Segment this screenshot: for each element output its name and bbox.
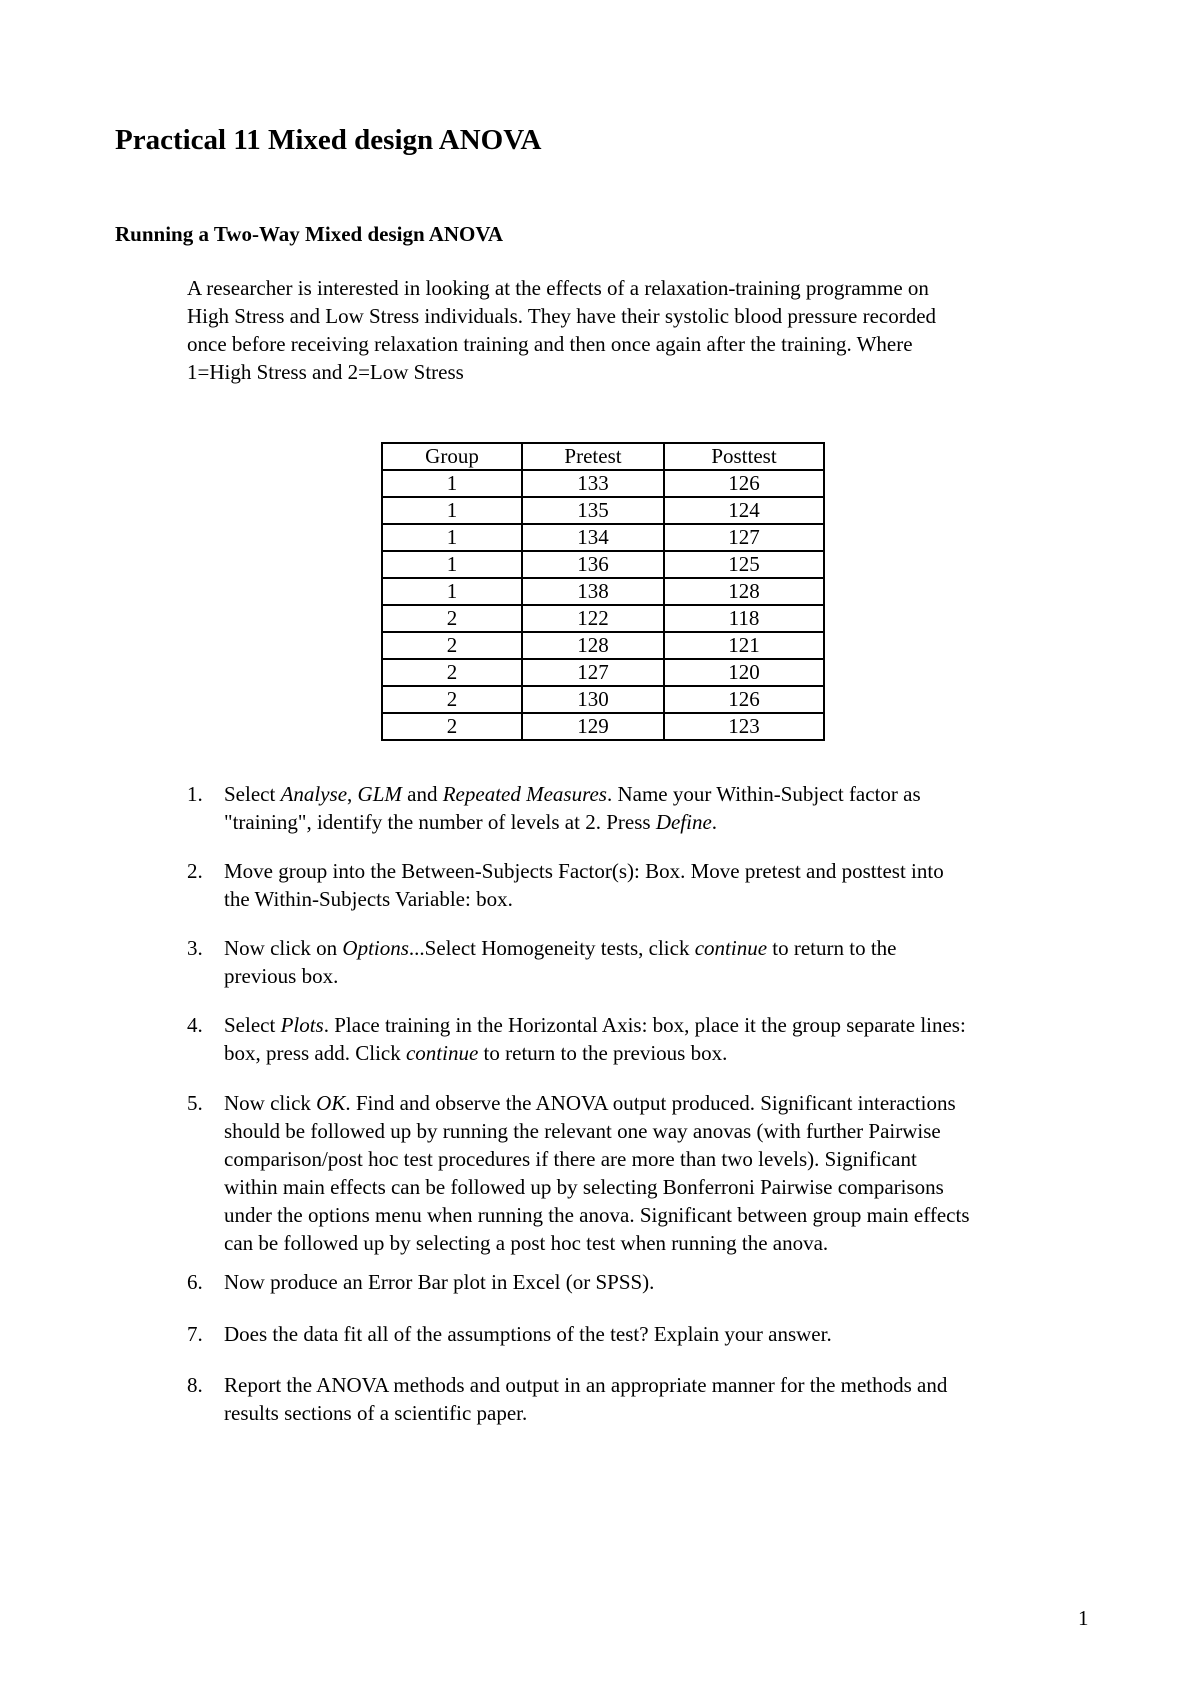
table-row [382,551,824,578]
cell-pretest: 127 [522,659,664,686]
list-item-text [224,934,1104,990]
intro-paragraph [187,274,1087,386]
list-item-number: 4. [187,1013,203,1037]
list-item-text [224,857,1104,913]
emphasized-term: continue [405,1041,479,1065]
text-segment: Select [224,1013,281,1037]
emphasized-term: continue [694,936,768,960]
list-item-number: 6. [187,1270,203,1294]
text-segment: to return to the previous box. [478,1041,728,1065]
text-segment: Does the data fit all of the assumptions of the test? Explain your answer. [224,1322,832,1346]
text-segment: Now click [224,1091,317,1115]
list-item-text [224,1089,1104,1257]
text-segment: . Find and observe the ANOVA output produced. Significant interactions [345,1091,956,1115]
intro-line: 1=High Stress and 2=Low Stress [187,360,464,384]
cell-posttest: 127 [664,524,824,551]
list-item-number: 8. [187,1373,203,1397]
list-item-text [224,1268,1104,1296]
page-number: 1 [1078,1606,1089,1630]
list-item-text [224,780,1104,836]
header-group: Group [382,443,522,470]
list-item-line [224,1039,1104,1067]
list-item-number: 3. [187,936,203,960]
header-pretest: Pretest [522,443,664,470]
cell-posttest: 118 [664,605,824,632]
table-row [382,686,824,713]
table-header-row [382,443,824,470]
cell-posttest: 123 [664,713,824,740]
list-item-line [224,1201,1104,1229]
list-item-line [224,934,1104,962]
cell-group: 2 [382,632,522,659]
text-segment: Move group into the Between-Subjects Factor(s): Box. Move pretest and posttest into [224,859,944,883]
text-segment: , [347,782,358,806]
cell-pretest: 129 [522,713,664,740]
cell-group: 1 [382,497,522,524]
text-segment: . Name your Within-Subject factor as [606,782,921,806]
cell-group: 2 [382,686,522,713]
table-body [382,470,824,740]
cell-pretest: 128 [522,632,664,659]
text-segment: can be followed up by selecting a post hoc test when running the anova. [224,1231,829,1255]
intro-line: High Stress and Low Stress individuals. They have their systolic blood pressure recorded [187,304,937,328]
intro-line: once before receiving relaxation training and then once again after the training. Where [187,332,913,356]
list-item-line [224,1145,1104,1173]
emphasized-term: Options [342,936,409,960]
list-item-number: 1. [187,782,203,806]
table-row [382,713,824,740]
list-item-line [224,1089,1104,1117]
list-item-line [224,1268,1104,1296]
list-item-line [224,1371,1104,1399]
list-item-line [224,1173,1104,1201]
header-posttest: Posttest [664,443,824,470]
table-row [382,524,824,551]
cell-posttest: 128 [664,578,824,605]
page-title: Practical 11 Mixed design ANOVA [115,124,542,156]
list-item-line [224,808,1104,836]
list-item-number: 5. [187,1091,203,1115]
cell-group: 2 [382,659,522,686]
table-row [382,605,824,632]
emphasized-term: OK [316,1091,346,1115]
table-row [382,497,824,524]
list-item-number: 2. [187,859,203,883]
cell-pretest: 122 [522,605,664,632]
text-segment: . Place training in the Horizontal Axis: box, place it the group separate lines: [323,1013,966,1037]
list-item-line [224,885,1104,913]
intro-line: A researcher is interested in looking at the effects of a relaxation-training programme on [187,276,929,300]
text-segment: . [711,810,718,834]
list-item-line [224,1399,1104,1427]
list-item-text [224,1011,1104,1067]
text-segment: ...Select Homogeneity tests, click [408,936,695,960]
list-item-line [224,1320,1104,1348]
emphasized-term: GLM [357,782,402,806]
list-item-line [224,780,1104,808]
cell-posttest: 120 [664,659,824,686]
cell-pretest: 133 [522,470,664,497]
list-item-line [224,1117,1104,1145]
list-item-line [224,962,1104,990]
list-item-line [224,1229,1104,1257]
cell-posttest: 126 [664,470,824,497]
text-segment: under the options menu when running the anova. Significant between group main effects [224,1203,970,1227]
cell-pretest: 135 [522,497,664,524]
text-segment: within main effects can be followed up by selecting Bonferroni Pairwise comparisons [224,1175,944,1199]
cell-group: 2 [382,713,522,740]
text-segment: results sections of a scientific paper. [224,1401,528,1425]
cell-posttest: 125 [664,551,824,578]
text-segment: "training", identify the number of levels at 2. Press [224,810,656,834]
text-segment: Now produce an Error Bar plot in Excel (or SPSS). [224,1270,655,1294]
cell-group: 2 [382,605,522,632]
text-segment: box, press add. Click [224,1041,406,1065]
list-item-number: 7. [187,1322,203,1346]
list-item-text [224,1320,1104,1348]
cell-group: 1 [382,470,522,497]
cell-pretest: 134 [522,524,664,551]
cell-pretest: 138 [522,578,664,605]
text-segment: comparison/post hoc test procedures if there are more than two levels). Significant [224,1147,917,1171]
cell-pretest: 130 [522,686,664,713]
text-segment: Now click on [224,936,343,960]
text-segment: to return to the [767,936,897,960]
emphasized-term: Define [655,810,712,834]
cell-group: 1 [382,551,522,578]
text-segment: Report the ANOVA methods and output in an appropriate manner for the methods and [224,1373,948,1397]
cell-group: 1 [382,578,522,605]
cell-posttest: 121 [664,632,824,659]
list-item-text [224,1371,1104,1427]
blood-pressure-table [381,442,825,741]
text-segment: the Within-Subjects Variable: box. [224,887,513,911]
table-row [382,632,824,659]
cell-posttest: 124 [664,497,824,524]
text-segment: Select [224,782,281,806]
cell-pretest: 136 [522,551,664,578]
cell-posttest: 126 [664,686,824,713]
emphasized-term: Analyse [280,782,348,806]
list-item-line [224,1011,1104,1039]
cell-group: 1 [382,524,522,551]
table-row [382,470,824,497]
text-segment: previous box. [224,964,339,988]
table-row [382,659,824,686]
text-segment: should be followed up by running the relevant one way anovas (with further Pairwise [224,1119,941,1143]
emphasized-term: Plots [280,1013,324,1037]
section-subtitle: Running a Two-Way Mixed design ANOVA [115,222,504,246]
text-segment: and [401,782,443,806]
emphasized-term: Repeated Measures [442,782,607,806]
table-row [382,578,824,605]
list-item-line [224,857,1104,885]
